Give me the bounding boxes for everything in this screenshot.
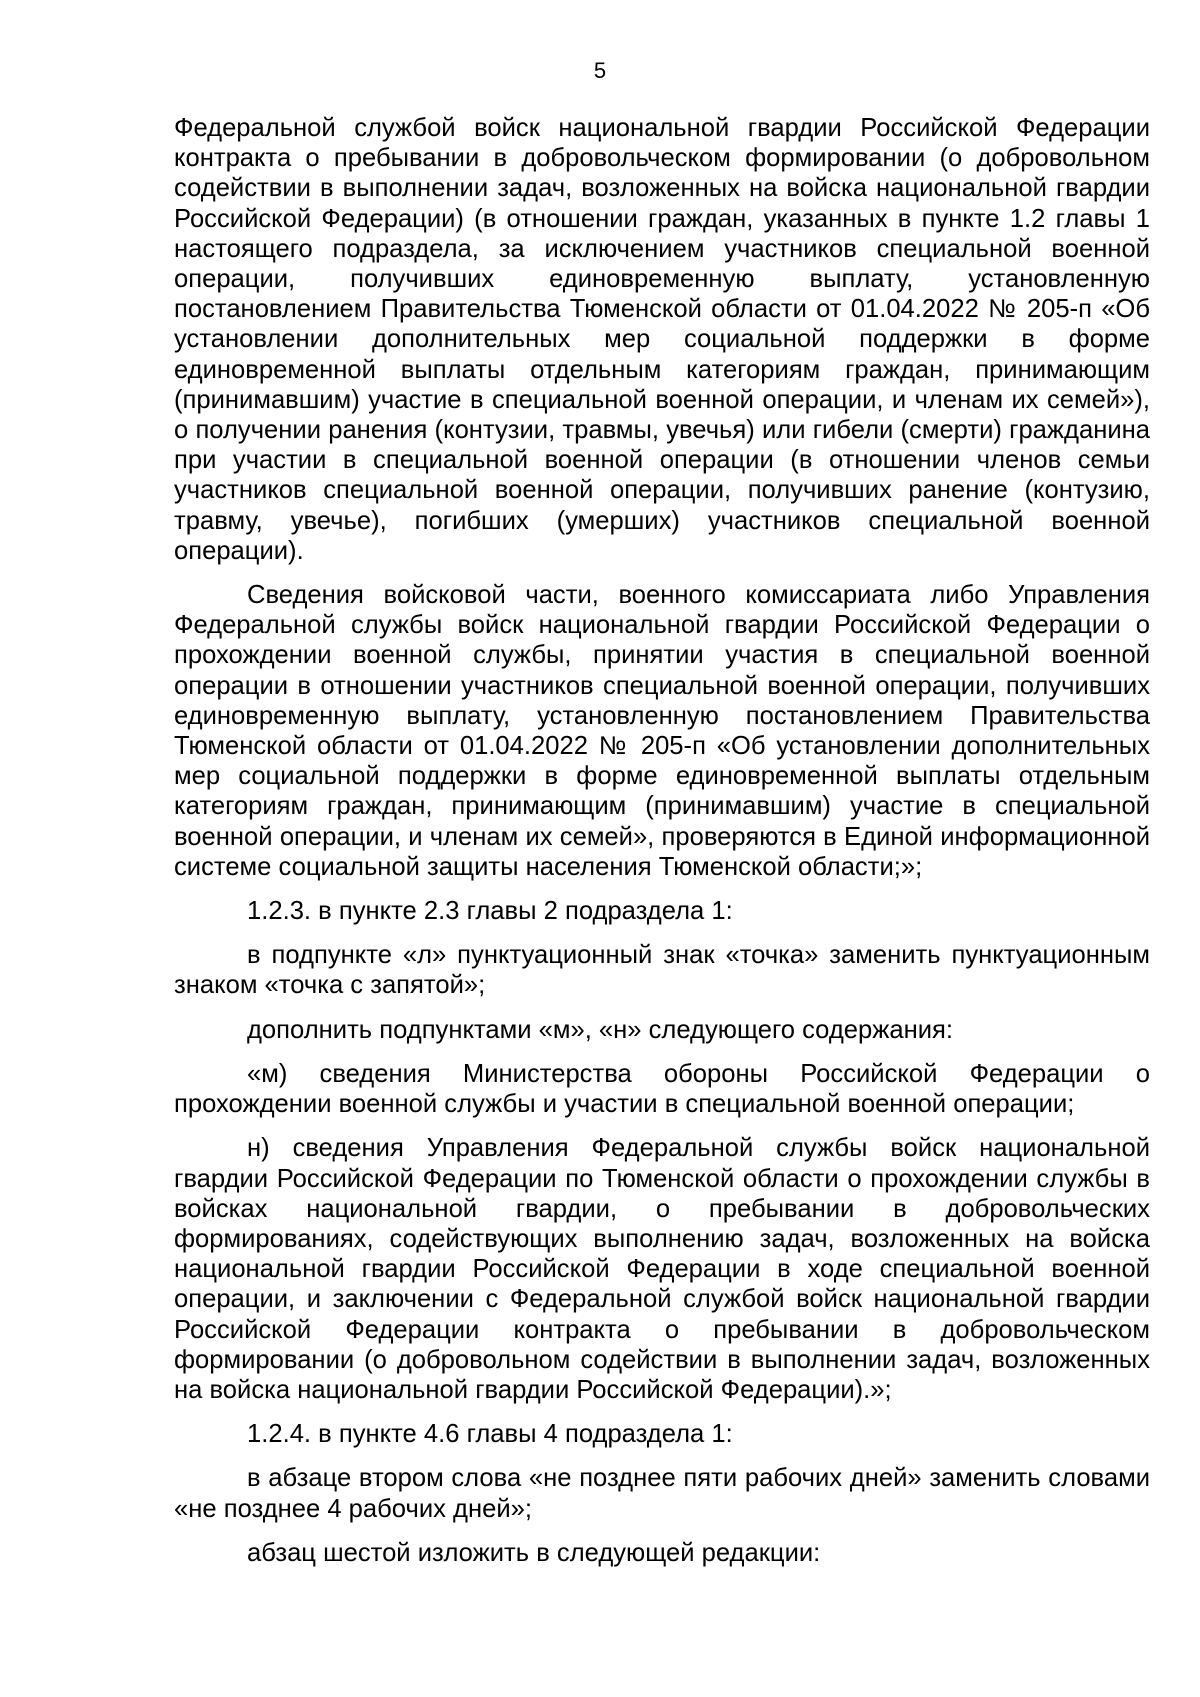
paragraph-subitem-n: н) сведения Управления Федеральной службы войск национальной гвардии Российской Федерации по Тюменской области о прохождении службы в войсках национальной гвардии, о пребывании в добровольческих формированиях, содействующих выполнению задач, возложенных на войска национальной гвардии Российской Федерации в ходе специальной военной операции, и заключении с Федеральной службой войск национальной гвардии Российской Федерации контракта о пребывании в добровольческом формировании (о добровольном содействии в выполнении задач, возложенных на войска национальной гвардии Российской Федерации).»; — [174, 1134, 1150, 1404]
paragraph-item-1-2-4: 1.2.4. в пункте 4.6 главы 4 подраздела 1: — [247, 1420, 733, 1449]
paragraph-verification: Сведения войсковой части, военного комиссариата либо Управления Федеральной службы войск национальной гвардии Российской Федерации о прохождении военной службы, принятии участия в специальной военной операции в отношении участников специальной военной операции, получивших единовременную выплату, установленную постановлением Правительства Тюменской области от 01.04.2022 № 205-п «Об установлении дополнительных мер социальной поддержки в форме единовременной выплаты отдельным категориям граждан, принимающим (принимавшим) участие в специальной военной операции, и членам их семей», проверяются в Единой информационной системе социальной защиты населения Тюменской области;»; — [174, 581, 1150, 881]
page-number: 5 — [593, 58, 607, 83]
paragraph-sixth-abzac: абзац шестой изложить в следующей редакции: — [247, 1538, 821, 1567]
paragraph-subitem-m: «м) сведения Министерства обороны Российской Федерации о прохождении военной службы и участии в специальной военной операции; — [174, 1059, 1150, 1119]
paragraph-continuation: Федеральной службой войск национальной гвардии Российской Федерации контракта о пребывании в добровольческом формировании (о добровольном содействии в выполнении задач, возложенных на войска национальной гвардии Российской Федерации) (в отношении граждан, указанных в пункте 1.2 главы 1 настоящего подраздела, за исключением участников специальной военной операции, получивших единовременную выплату, установленную постановлением Правительства Тюменской области от 01.04.2022 № 205-п «Об установлении дополнительных мер социальной поддержки в форме единовременной выплаты отдельным категориям граждан, принимающим (принимавшим) участие в специальной военной операции, и членам их семей»), о получении ранения (контузии, травмы, увечья) или гибели (смерти) гражданина при участии в специальной военной операции (в отношении членов семьи участников специальной военной операции, получивших ранение (контузию, травму, увечье), погибших (умерших) участников специальной военной операции). — [174, 114, 1150, 565]
paragraph-item-1-2-3: 1.2.3. в пункте 2.3 главы 2 подраздела 1: — [247, 897, 733, 926]
paragraph-second-abzac: в абзаце втором слова «не позднее пяти рабочих дней» заменить словами «не позднее 4 рабочих дней»; — [174, 1464, 1150, 1523]
paragraph-supplement: дополнить подпунктами «м», «н» следующего содержания: — [247, 1015, 954, 1044]
paragraph-subitem-l: в подпункте «л» пунктуационный знак «точка» заменить пунктуационным знаком «точка с запятой»; — [174, 941, 1150, 1000]
document-body — [174, 113, 1150, 1568]
